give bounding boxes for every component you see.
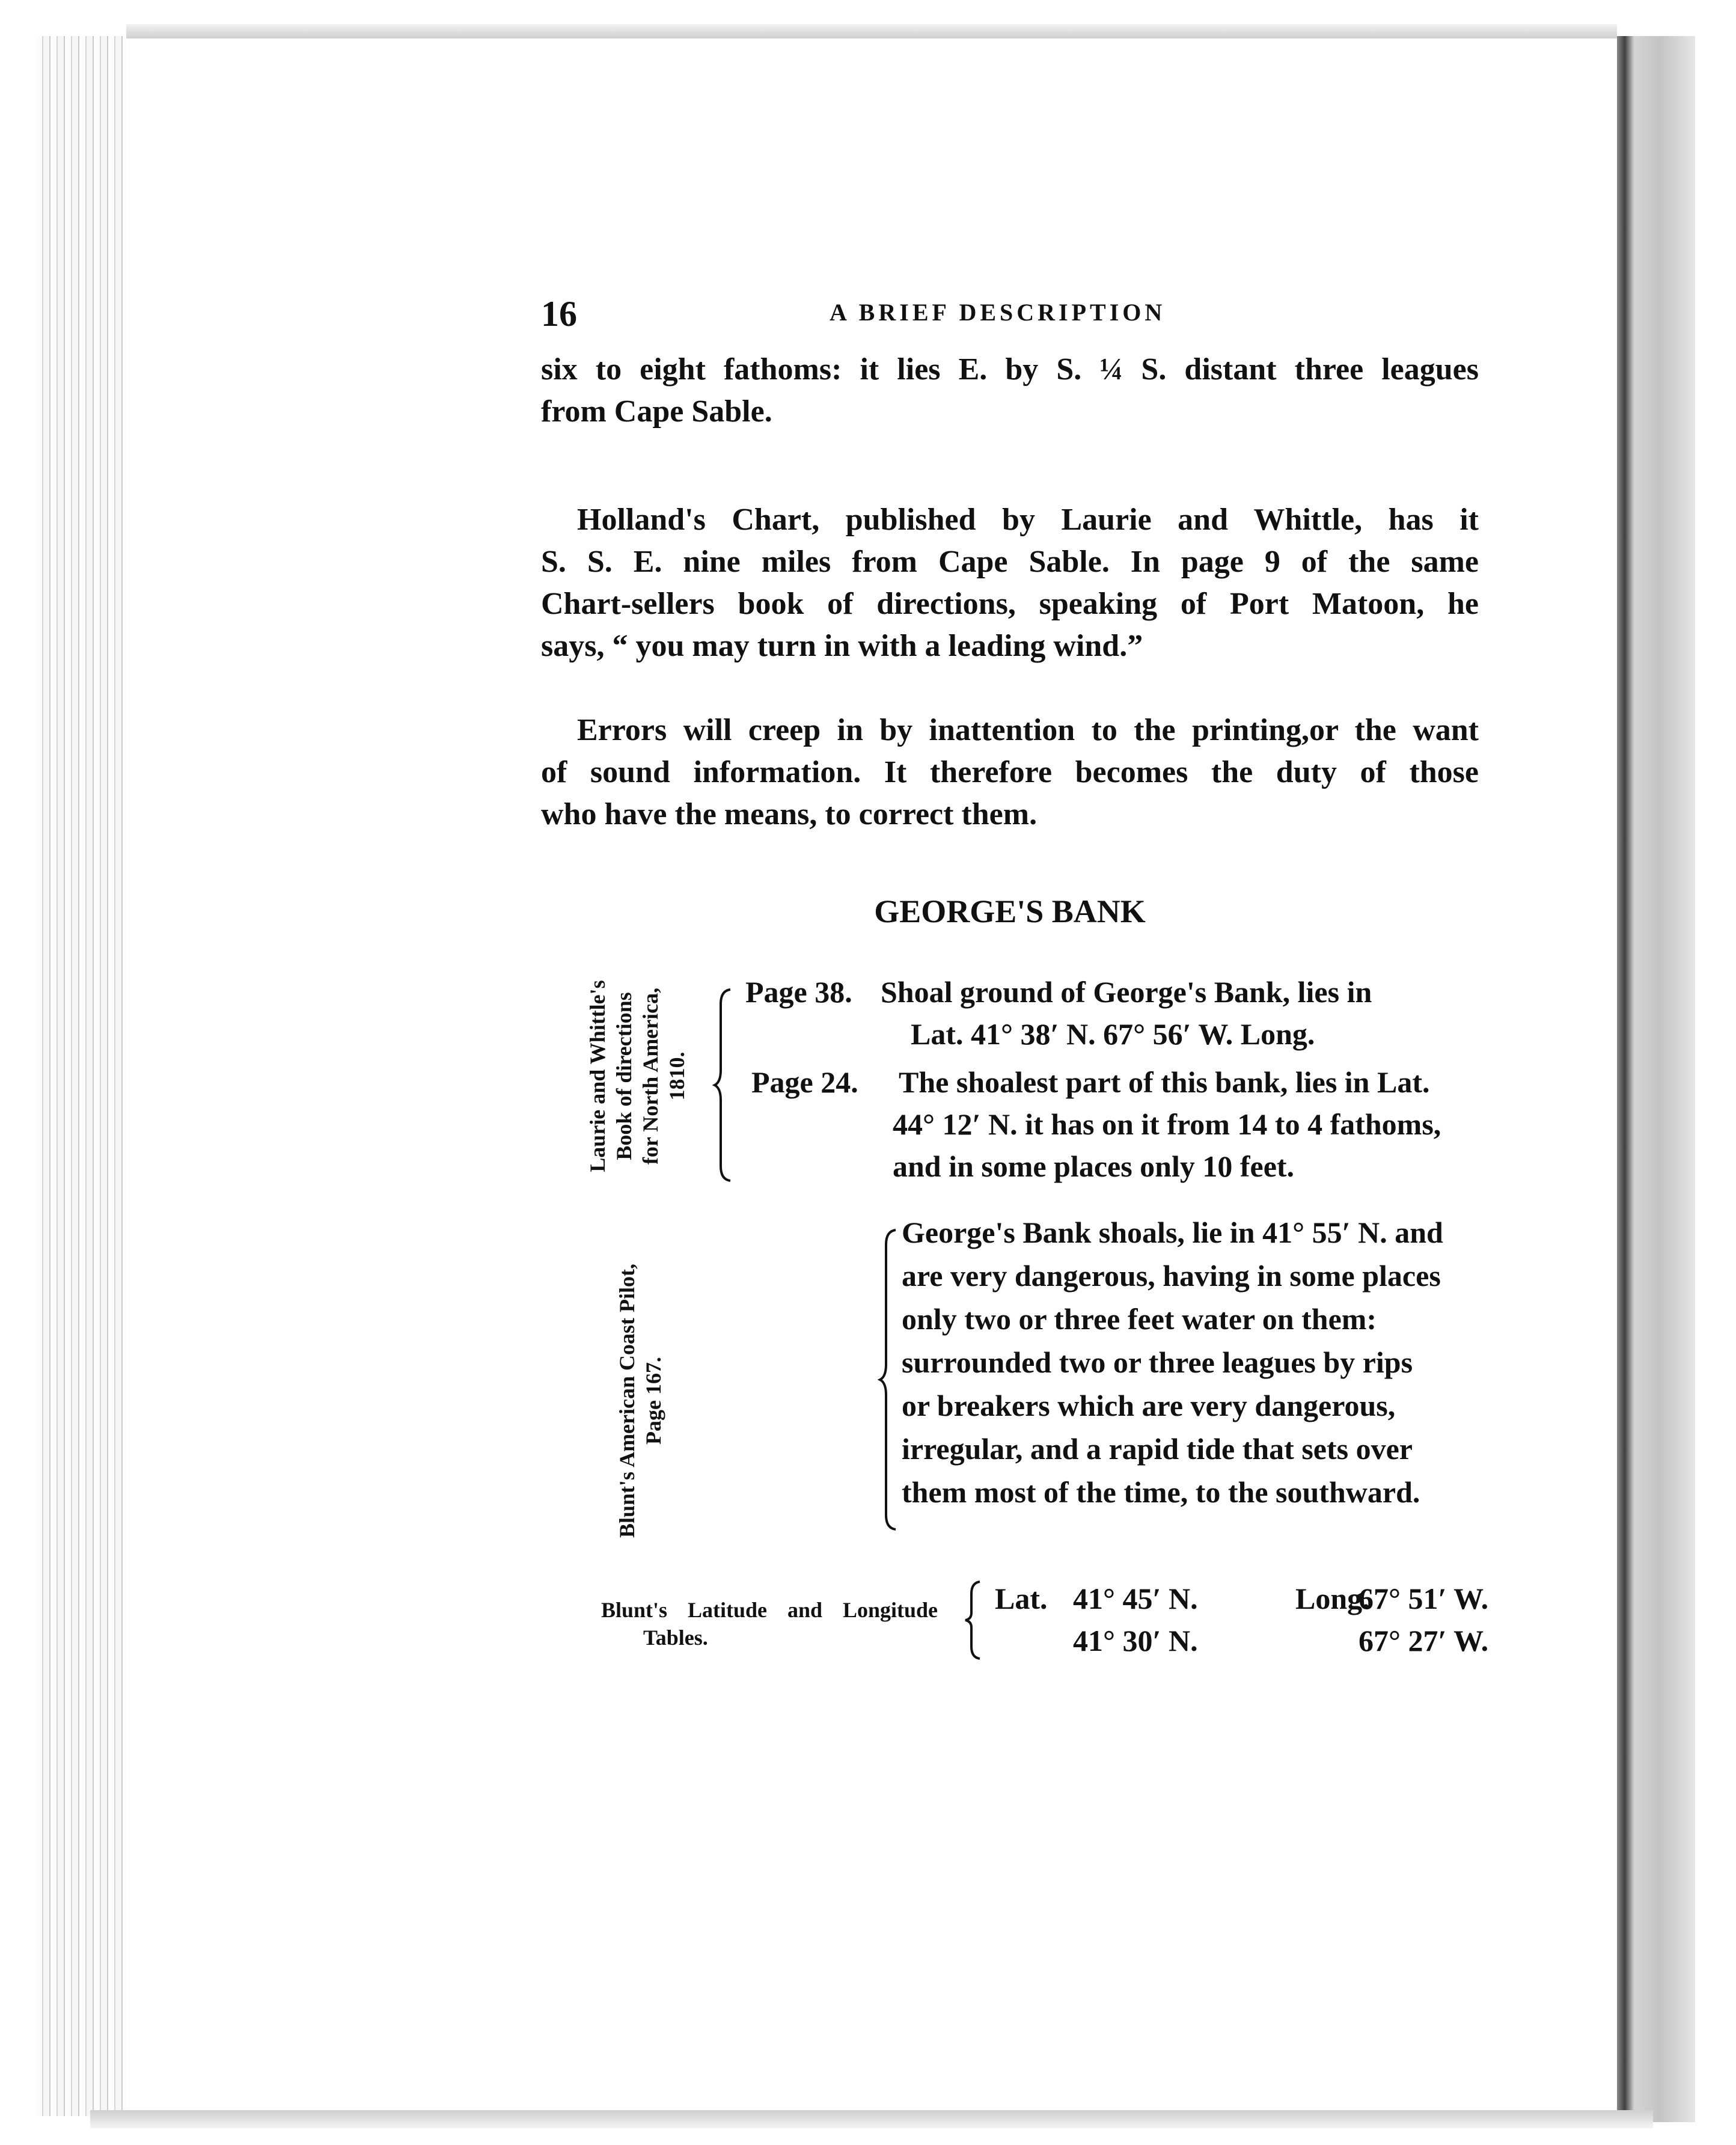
book-page-edges	[36, 36, 128, 2116]
side-label-line: Laurie and Whittle's	[585, 980, 610, 1172]
pilot-text-line: George's Bank shoals, lie in 41° 55′ N. and	[902, 1216, 1443, 1249]
paragraph-line: six to eight fathoms: it lies E. by S. ¼ S. distant three leagues	[541, 352, 1479, 387]
tables-lat-value: 41° 45′ N.	[1073, 1582, 1198, 1615]
pilot-text-line: irregular, and a rapid tide that sets over	[902, 1432, 1413, 1466]
page-38-entry	[745, 971, 1503, 1055]
page-top-edge	[126, 24, 1617, 38]
pilot-text-line: are very dangerous, having in some places	[902, 1259, 1441, 1293]
paragraph-2	[541, 499, 1479, 667]
entry-text-line: and in some places only 10 feet.	[893, 1149, 1295, 1183]
side-label-line: Blunt's American Coast Pilot,	[615, 1264, 639, 1538]
laurie-whittle-side-label	[577, 950, 697, 1202]
running-title: A BRIEF DESCRIPTION	[830, 299, 1166, 326]
page-bottom-edge	[90, 2110, 1653, 2128]
pilot-text-line: or breakers which are very dangerous,	[902, 1389, 1396, 1422]
paragraph-line: S. S. E. nine miles from Cape Sable. In page 9 of the same	[541, 545, 1479, 579]
side-label-line: 1810.	[665, 1051, 689, 1101]
side-label-line: Page 167.	[641, 1357, 665, 1445]
paragraph-1	[541, 349, 1479, 433]
pilot-text-line: surrounded two or three leagues by rips	[902, 1345, 1413, 1379]
binding-shadow	[1617, 36, 1695, 2122]
tables-long-value: 67° 51′ W.	[1359, 1582, 1489, 1615]
tables-long-value: 67° 27′ W.	[1359, 1624, 1489, 1657]
tables-lat-value: 41° 30′ N.	[1073, 1624, 1198, 1657]
page-header	[541, 293, 1503, 341]
paragraph-line: Chart-sellers book of directions, speaking of Port Matoon, he	[541, 587, 1479, 621]
side-label-line: for North America,	[638, 987, 662, 1165]
paragraph-line: Errors will creep in by inattention to the printing,or the want	[577, 713, 1479, 747]
entry-text-line: 44° 12′ N. it has on it from 14 to 4 fathoms,	[893, 1107, 1441, 1141]
paragraph-3	[541, 709, 1479, 836]
paragraph-line: says, “ you may turn in with a leading wind.”	[541, 629, 1143, 663]
tables-long-label: Long.	[1295, 1582, 1370, 1615]
paragraph-line: who have the means, to correct them.	[541, 797, 1038, 831]
entry-text-line: Shoal ground of George's Bank, lies in	[881, 975, 1372, 1009]
curly-brace-icon	[878, 1226, 902, 1533]
blunt-tables-label	[601, 1596, 938, 1651]
entry-page-label: Page 24.	[751, 1065, 858, 1099]
curly-brace-icon	[962, 1578, 986, 1662]
paragraph-line: of sound information. It therefore becomes the duty of those	[541, 755, 1479, 789]
curly-brace-icon	[712, 986, 736, 1184]
entry-text-line: Lat. 41° 38′ N. 67° 56′ W. Long.	[911, 1017, 1315, 1051]
blunt-pilot-text	[902, 1211, 1515, 1524]
tables-lat-label: Lat.	[995, 1582, 1048, 1615]
page-number: 16	[541, 294, 577, 334]
blunt-pilot-side-label	[601, 1250, 679, 1551]
page-24-entry	[751, 1061, 1509, 1187]
paragraph-line: Holland's Chart, published by Laurie and Whittle, has it	[577, 503, 1479, 537]
tables-label-line: Blunt's Latitude and Longitude	[601, 1598, 938, 1622]
pilot-text-line: them most of the time, to the southward.	[902, 1475, 1420, 1509]
pilot-text-line: only two or three feet water on them:	[902, 1302, 1377, 1336]
side-label-line: Book of directions	[612, 992, 636, 1160]
entry-page-label: Page 38.	[745, 975, 852, 1009]
tables-label-line: Tables.	[643, 1626, 708, 1650]
section-heading: GEORGE'S BANK	[874, 893, 1146, 929]
entry-text-line: The shoalest part of this bank, lies in Lat.	[899, 1065, 1430, 1099]
paragraph-line: from Cape Sable.	[541, 394, 772, 429]
